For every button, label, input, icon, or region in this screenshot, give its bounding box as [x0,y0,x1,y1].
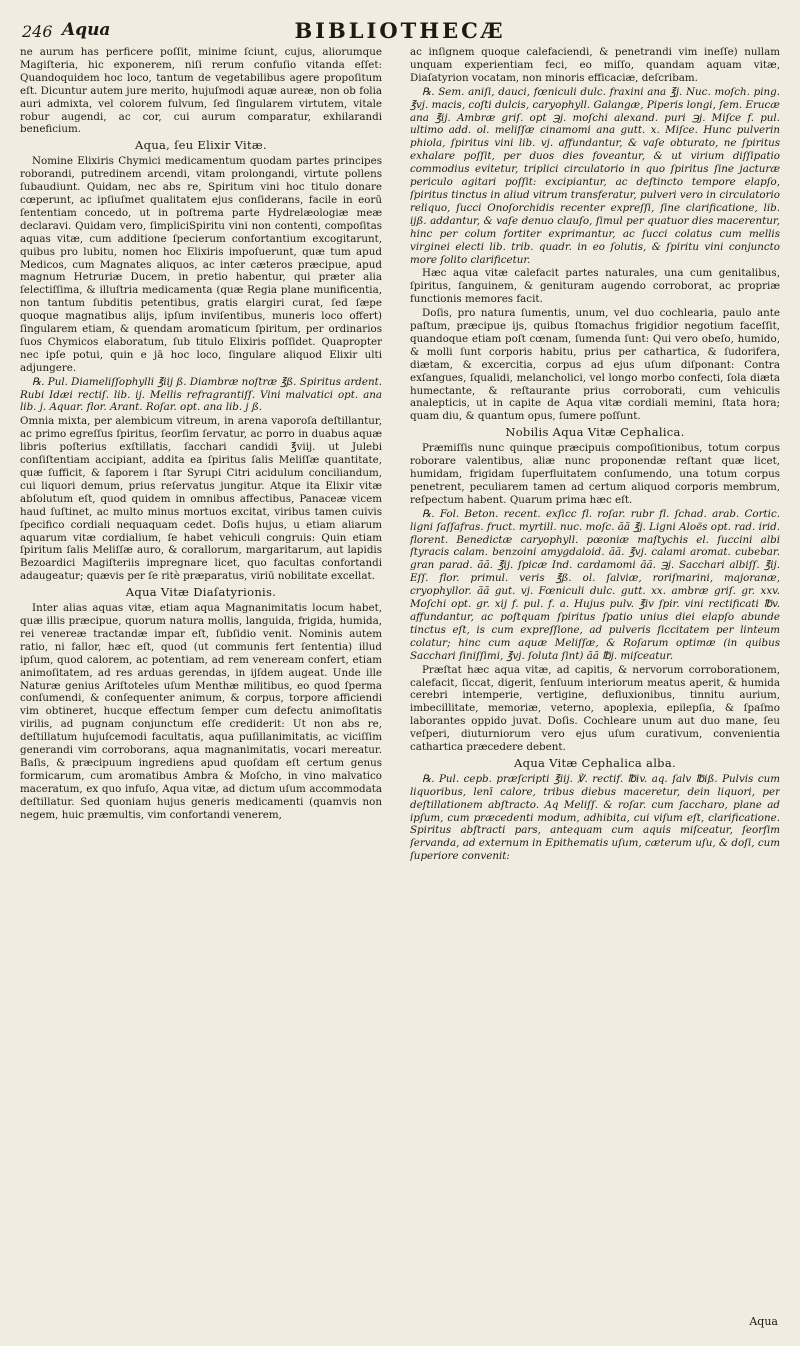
recipe-paragraph: ℞. Fol. Beton. recent. exſicc fl. roſar. rubr fl. ſchad. arab. Cortic. ligni ſaſſafras. fruct. myrtill. nuc. moſc. ãã ℥j. Ligni Aloës opt. rad. irid. florent. Benedictæ caryophyll. pœoniæ maſtychis el. ſuccini albi ſtyracis calam. benzoini amygdaloid. ãã. ℥vj. calami aromat. cubebar. gran parad. ãã. ℥ij. ſpicæ Ind. cardamomi ãã. ℈j. Sacchari albiſſ. ℥ij. Eſſ. flor. primul. veris ℥ß. ol. ſalviæ, roriſmarini, majoranæ, cryophyllor. ãã gut. vj. Fœniculi dulc. gutt. xx. ambræ griſ. gr. xxv. Moſchi opt. gr. xij f. pul. f. a. Hujus pulv. ℥iv ſpir. vini rectificati ℔v. affundantur, ac poſtquam ſpiritus ſpatio unius diei elapſo abunde tinctus eſt, is cum expreſſione, ad pulveris ſiccitatem per linteum colatur; hinc cum aquæ Meliſſæ, & Roſarum optimæ (in quibus Sacchari ſiniſſimi, ℥vj. ſoluta ſint) ãã ℔j. miſceatur. [410,507,780,662]
catchword: Aqua [749,1315,778,1328]
text-paragraph: ac inſignem quoque calefaciendi, & penetrandi vim ineſſe) nullam unquam experientiam feci, eo miſſo, quandam aquam vitæ, Diaſatyrion vocatam, non minoris efficaciæ, deſcribam. [410,46,780,84]
running-word: Aqua [62,20,111,40]
page-number: 246 [22,22,53,41]
recipe-paragraph: ℞. Sem. aniſi, dauci, fœniculi dulc. fraxini ana ℥j. Nuc. moſch. ping. ℥vj. macis, coſti dulcis, caryophyll. Galangæ, Piperis longi, ſem. Erucæ ana ℥ij. Ambræ griſ. opt ℈j. moſchi alexand. puri ℈j. Miſce f. pul. ultimo add. ol. meliſſæ cinamomi ana gutt. x. Miſce. Hunc pulverin phiola, ſpiritus vini lib. vj. affundantur, & vaſe obturato, ne ſpiritus exhalare poſſit, per duos dies foveantur, & ut virium diſſipatio commodius evitetur, triplici circulatorio in quo ſpiritus ſine jacturæ periculo agitari poſſit: excipiantur, ac deſtincto tempore elapſo, ſpiritus tinctus in aliud vitrum transferatur, pulveri vero in circulatorio reliquo, ſucci Onoſorchidis recenter expreſſi, ſine clarificatione, lib. ijß. addantur, & vaſe denuo clauſo, ſimul per quatuor dies macerentur, hinc per colum fortiter exprimantur, ac ſucci colatus cum mellis virginei electi lib. trib. quadr. in eo ſolutis, & ſpiritu vini conjuncto more ſolito clarificetur. [410,85,780,266]
section-heading: Aqua Vitæ Cephalica alba. [514,755,676,770]
text-paragraph: Præſtat hæc aqua vitæ, ad capitis, & nervorum corroborationem, calefacit, ſiccat, digerit, ſenſuum interiorum meatus aperit, & humida cerebri intemperie, vertigine, defluxionibus, tinnitu aurium, imbecillitate, memoriæ, veterno, apoplexia, epilepſia, & ſpaſmo laborantes oppido juvat. Doſis. Cochleare unum aut duo mane, ſeu veſperi, diuturniorum vero ejus uſum curativum, convenientia cathartica præcedere debent. [410,663,780,754]
running-title: BIBLIOTHECÆ [294,18,506,43]
page-header [22,18,778,48]
text-paragraph: ne aurum has perficere poſſit, minime ſciunt, cujus, aliorumque Magiſteria, hic exponerem, niſi rerum confuſio vitanda eſſet: Quandoquidem hoc loco, tantum de vegetabilibus agere propoſitum eſt. Dicuntur autem jure merito, hujuſmodi aquæ aureæ, non ob folia auri admixta, vel colorem fulvum, ſed ſingularem virtutem, vitale robur augendi, ac cor, cui aurum comparatur, exhilarandi beneficium. [20,46,382,136]
recipe-paragraph: ℞. Pul. cepb. præſcripti ℥iij. ℣. rectif. ℔iv. aq. ſalv ℔iß. Pulvis cum liquoribus, lenī calore, tribus diebus maceretur, dein liquori, per deſtillationem abſtracto. Aq Meliſſ. & roſar. cum ſaccharo, plane ad ipſum, cum præcedenti modum, adhibita, cui viſum eſt, clarificatione. Spiritus abſtracti pars, antequam cum aquis miſceatur, ſeorſim ſervanda, ad externum in Epithematis uſum, cæterum uſu, & doſi, cum ſuperiore convenit: [410,772,780,863]
section-heading: Nobilis Aqua Vitæ Cephalica. [505,425,685,440]
recipe-paragraph: ℞. Pul. Diameliſſophylli ℥iij ß. Diambræ noſtræ ℥ß. Spiritus ardent. Rubi Idæi rectiſ. lib. ij. Mellis refragrantiſſ. Vini malvatici opt. ana lib. j. Aquar. flor. Arant. Roſar. opt. ana lib. j ß. [20,375,382,414]
right-column [410,46,780,1326]
text-paragraph: Nomine Elixiris Chymici medicamentum quodam partes principes roborandi, putredinem arcendi, vitam prolongandi, virtute pollens ſubaudiunt. Quidam, nec abs re, Spiritum vini hoc titulo donare cœperunt, ac ipſiuſmet qualitatem ejus conſiderans, facile in eorū ſententiam concedo, ut in poſtrema parte Hydrelæologiæ meæ declaravi. Quidam vero, ſimpliciSpiritu vini non contenti, compoſitas aquas vitæ, cum additione ſpecierum confortantium excogitarunt, quibus pro lubitu, nomen hoc Elixiris impoſuerunt, quæ tum apud Medicos, cum Magnates aliquos, ac inter cæteros præcipue, apud magnum Hetruriæ Ducem, in pretio habentur, qui præter alia ſelectiſſima, & illuſtria medicamenta (quæ Regia plane munificentia, non tantum ſubditis petentibus, gratis elargiri curat, ſed ſæpe quoque magnatibus alijs, ipſum inviſentibus, muneris loco offert) ſingularem etiam, & quendam aromaticum ſpiritum, per ordinarios ſuos Chymicos elaboratum, ſub titulo Elixiris poſſidet. Quapropter nec ipſe potui, quin e jā hoc loco, ſingulare aliquod Elixir ulti adjungere. [20,155,382,374]
text-paragraph: Præmiſſis nunc quinque præcipuis compoſitionibus, totum corpus roborare valentibus, aliæ nunc proponendæ reſtant quæ licet, humidam, frigidam ſuperfluitatem conſumendo, una totum corpus penetrent, peculiarem tamen ad certum aliquod corporis membrum, reſpectum habent. Quarum prima hæc eſt. [410,442,780,506]
left-column [20,46,382,1326]
text-paragraph: Doſis, pro natura ſumentis, unum, vel duo cochlearia, paulo ante paſtum, præcipue ijs, quibus ſtomachus frigidior negotium faceſſit, quandoque etiam poſt cœnam, ſumenda ſunt: Qui vero obeſo, humido, & molli ſunt corporis habitu, prius per cathartica, & ſudorifera, diætam, & excercitia, corpus ad ejus uſum diſponant: Contra exſangues, ſqualidi, melancholici, vel longo morbo confecti, ſola diæta humectante, & reſtaurante prius corroborati, cum vehiculis analepticis, ut in capite de Aqua vitæ cordiali memini, ſtata hora; quam diu, & quantum opus, ſumere poſſunt. [410,307,780,423]
section-heading: Aqua Vitæ Diaſatyrionis. [125,585,277,600]
text-paragraph: Omnia mixta, per alembicum vitreum, in arena vaporoſa deſtillantur, ac primo egreſſus ſpiritus, ſeorſim ſervatur, ac porro in duabus aquæ libris poſterius exſtillatis, ſacchari candidi ℥viij. ut Julebi conſiſtentiam accipiant, addita ea ſpiritus ſalis Meliſſæ quantitate, quæ ſufficit, & ſaporem i ſtar Syrupi Citri acidulum conciliandum, cui liquori demum, prius reſervatus jungitur. Atque ita Elixir vitæ abſolutum eſt, quod quidem in omnibus affectibus, Panaceæ vicem haud ſuſtinet, ac multo minus mortuos excitat, viribus tamen cuivis ſpecifico cordiali nequaquam cedet. Doſis hujus, u etiam aliarum aquarum vitæ cordialium, ſe habet vehiculi congruis: Quin etiam ſpiritum ſalis Meliſſæ auro, & corallorum, margaritarum, aut lapidis Bezoardici Magiſteriis impregnare licet, quo facultas confortandi adaugeatur; quævis per ſe ritè præparatus, viriū nobilitate excellat. [20,415,382,583]
section-heading: Aqua, ſeu Elixir Vitæ. [135,138,267,153]
text-paragraph: Inter alias aquas vitæ, etiam aqua Magnanimitatis locum habet, quæ illis præcipue, quorum natura mollis, languida, frigida, humida, rei venereæ tractandæ impar eſt, ſubſidio venit. Nominis autem ratio, ni fallor, hæc eſt, quod (ut communis fert ſententia) illud ipſum, quod calorem, ac potentiam, ad rem veneream confert, etiam animoſitatem, ad res arduas gerendas, in ijſdem augeat. Unde ille Naturæ genius Ariſtoteles uſum Menthæ militibus, eo quod ſperma conſumendi, & conſequenter animum, & corpus, torpore afficiendi vim obtineret, hucque effectum ſemper cum defectu animoſitatis virilis, ad pugnam conjunctum eſſe crediderit: Ut non abs re, deſtillatum hujuſcemodi facultatis, aqua puſillanimitatis, ac viciſſim generandi vim corroborans, aqua magnanimitatis, vocari mereatur. Baſis, & præcipuum ingrediens apud quoſdam eſt certum genus formicarum, cum aromatibus Ambra & Moſcho, in vino malvatico maceratum, ex quo infuſo, Aqua vitæ, ad dictum uſum accommodata deſtillatur. Sed quoniam hujus generis medicamenti (quamvis non negem, huic præmultis, vim confortandi venerem, [20,602,382,821]
text-paragraph: Hæc aqua vitæ calefacit partes naturales, una cum genitalibus, ſpiritus, ſanguinem, & genituram augendo corroborat, ac propriæ functionis memores facit. [410,267,780,306]
